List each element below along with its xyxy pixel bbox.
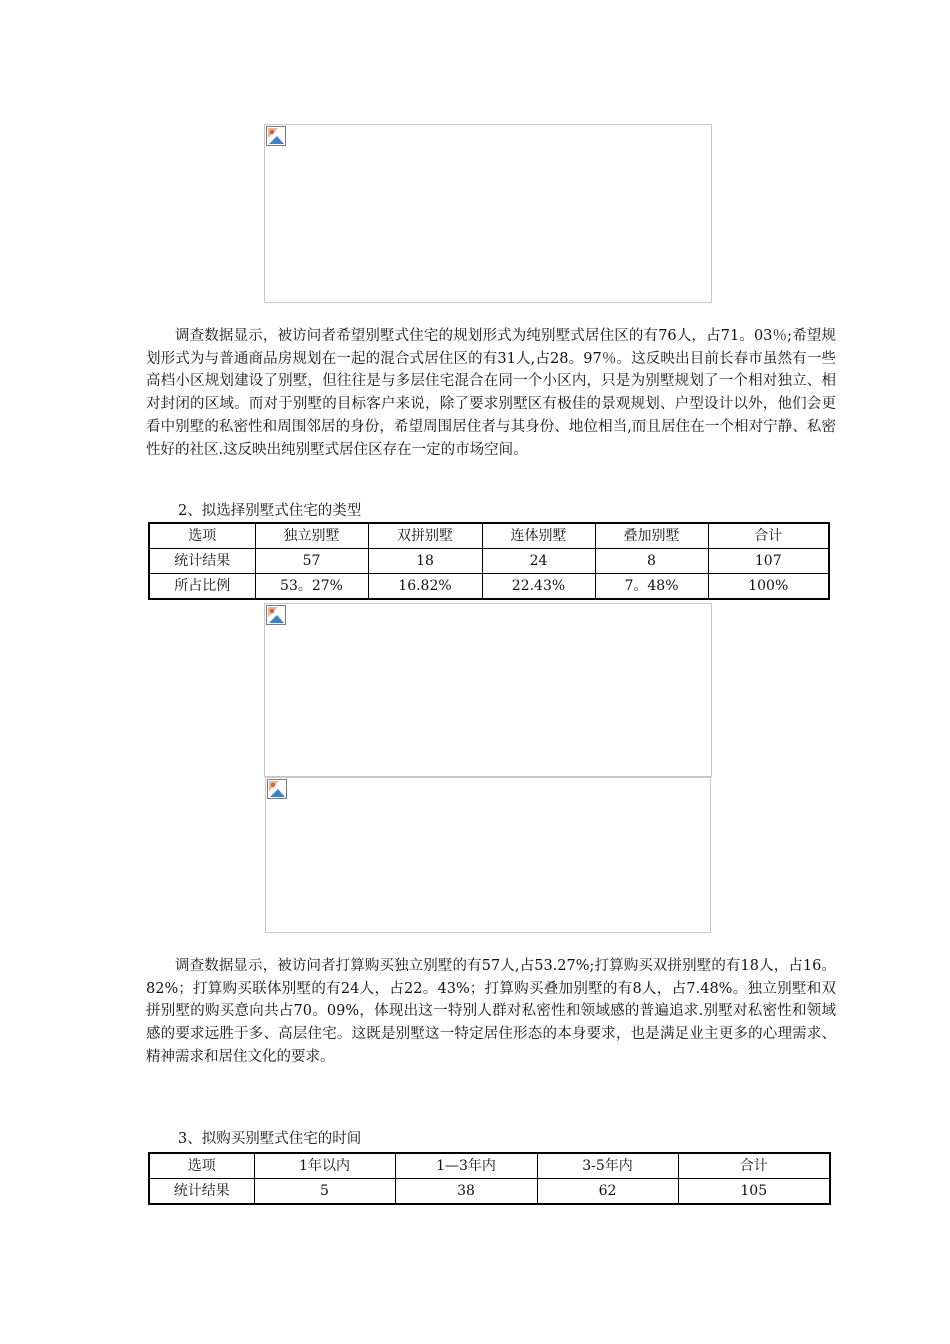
table-cell: 16.82% xyxy=(368,574,482,600)
purchase-time-table xyxy=(148,1152,831,1205)
table-cell: 统计结果 xyxy=(149,1179,254,1205)
table-header-cell: 选项 xyxy=(149,1153,254,1179)
table-header-cell: 独立别墅 xyxy=(255,523,368,549)
table-row xyxy=(149,574,829,600)
table-header-cell: 双拼别墅 xyxy=(368,523,482,549)
table-header-cell: 3-5年内 xyxy=(537,1153,678,1179)
broken-image-icon xyxy=(267,779,287,799)
table-cell: 53。27% xyxy=(255,574,368,600)
table-cell: 统计结果 xyxy=(149,549,255,574)
table-cell: 7。48% xyxy=(595,574,708,600)
table-cell: 38 xyxy=(395,1179,537,1205)
table-cell: 8 xyxy=(595,549,708,574)
chart-image-placeholder-3 xyxy=(265,777,711,933)
chart-image-placeholder-1 xyxy=(264,124,712,303)
broken-image-icon xyxy=(266,605,286,625)
paragraph-villa-type: 调查数据显示，被访问者打算购买独立别墅的有57人,占53.27%;打算购买双拼别墅的有18人，占16。82%；打算购买联体别墅的有24人，占22。43%；打算购买叠加别墅的有8人，占7.48%。独立别墅和双拼别墅的购买意向共占70。09%，体现出这一特别人群对私密性和领域感的普遍追求.别墅对私密性和领域感的要求远胜于多、高层住宅。这既是别墅这一特定居住形态的本身要求，也是满足业主更多的心理需求、精神需求和居住文化的要求。 xyxy=(146,958,836,1065)
heading-purchase-time: 3、拟购买别墅式住宅的时间 xyxy=(178,1131,362,1147)
table-header-cell: 连体别墅 xyxy=(482,523,595,549)
table-header-cell: 叠加别墅 xyxy=(595,523,708,549)
table-cell: 62 xyxy=(537,1179,678,1205)
paragraph-planning-form: 调查数据显示，被访问者希望别墅式住宅的规划形式为纯别墅式居住区的有76人，占71。03％;希望规划形式为与普通商品房规划在一起的混合式居住区的有31人,占28。97％。这反映出目前长春市虽然有一些高档小区规划建设了别墅，但往往是与多层住宅混合在同一个小区内，只是为别墅规划了一个相对独立、相对封闭的区域。而对于别墅的目标客户来说，除了要求别墅区有极佳的景观规划、户型设计以外，他们会更看中别墅的私密性和周围邻居的身份，希望周围居住者与其身份、地位相当,而且居住在一个相对宁静、私密性好的社区.这反映出纯别墅式居住区存在一定的市场空间。 xyxy=(146,328,836,458)
table-cell: 5 xyxy=(254,1179,395,1205)
table-header-cell: 1—3年内 xyxy=(395,1153,537,1179)
table-header-row xyxy=(149,1153,830,1179)
table-cell: 57 xyxy=(255,549,368,574)
chart-image-placeholder-2 xyxy=(264,603,712,777)
table-cell: 24 xyxy=(482,549,595,574)
table-row xyxy=(149,1179,830,1205)
table-header-cell: 合计 xyxy=(708,523,829,549)
table-cell: 100% xyxy=(708,574,829,600)
table-cell: 105 xyxy=(678,1179,830,1205)
table-header-cell: 1年以内 xyxy=(254,1153,395,1179)
table-header-cell: 选项 xyxy=(149,523,255,549)
table-header-row xyxy=(149,523,829,549)
villa-type-table xyxy=(148,522,830,600)
table-header-cell: 合计 xyxy=(678,1153,830,1179)
table-cell: 所占比例 xyxy=(149,574,255,600)
table-row xyxy=(149,549,829,574)
table-cell: 107 xyxy=(708,549,829,574)
table-cell: 22.43% xyxy=(482,574,595,600)
table-cell: 18 xyxy=(368,549,482,574)
heading-villa-type: 2、拟选择别墅式住宅的类型 xyxy=(178,503,362,519)
broken-image-icon xyxy=(266,126,286,146)
